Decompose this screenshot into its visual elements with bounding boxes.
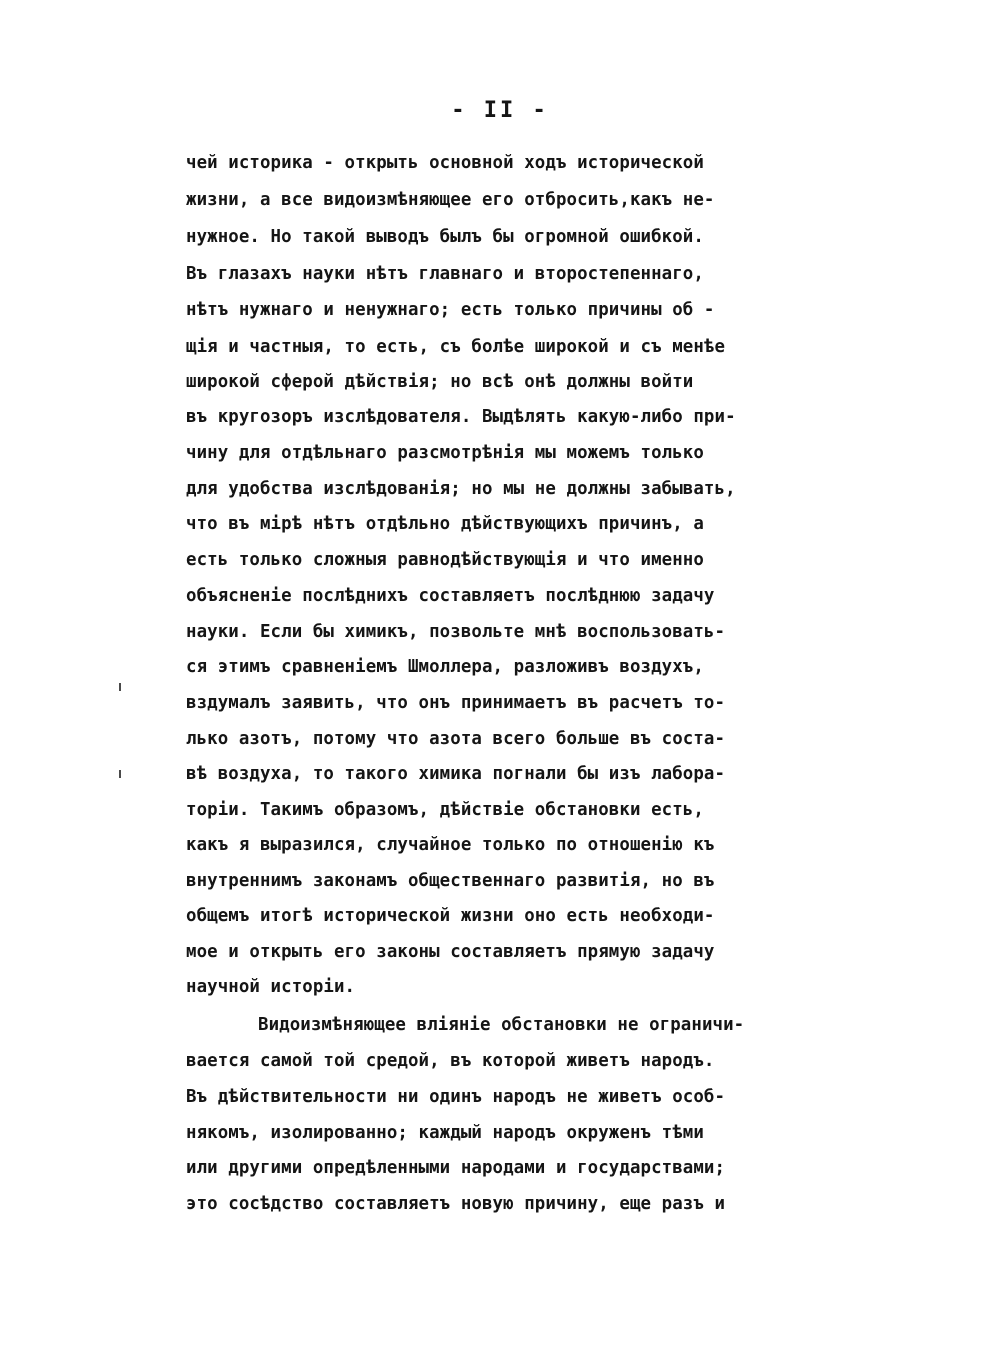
text-line: вѣ воздуха, то такого химика погнали бы изъ лабора- (186, 764, 726, 784)
text-line: ся этимъ сравненіемъ Шмоллера, разложивъ воздухъ, (186, 657, 704, 677)
text-line: щія и частныя, то есть, съ болѣе широкой и съ менѣе (186, 337, 726, 357)
text-line: чину для отдѣльнаго разсмотрѣнія мы можемъ только (186, 443, 704, 463)
text-line: нужное. Но такой выводъ былъ бы огромной ошибкой. (186, 227, 704, 247)
text-line: вается самой той средой, въ которой живетъ народъ. (186, 1051, 715, 1071)
text-line: или другими опредѣленными народами и государствами; (186, 1158, 726, 1178)
margin-speck (119, 683, 121, 691)
text-line: общемъ итогѣ исторической жизни оно есть необходи- (186, 906, 715, 926)
text-line: что въ мірѣ нѣтъ отдѣльно дѣйствующихъ причинъ, а (186, 514, 704, 534)
text-line: для удобства изслѣдованія; но мы не должны забывать, (186, 479, 736, 499)
text-line: научной исторіи. (186, 977, 356, 997)
text-line: мое и открыть его законы составляетъ прямую задачу (186, 942, 715, 962)
text-line: внутреннимъ законамъ общественнаго развитія, но въ (186, 871, 715, 891)
text-line: объясненіе послѣднихъ составляетъ послѣднюю задачу (186, 586, 715, 606)
text-line: торіи. Такимъ образомъ, дѣйствіе обстановки есть, (186, 800, 704, 820)
text-line: какъ я выразился, случайное только по отношенію къ (186, 835, 715, 855)
text-line: чей историка - открыть основной ходъ исторической (186, 153, 704, 173)
paragraph-first-line: Видоизмѣняющее вліяніе обстановки не ограничи- (258, 1015, 745, 1035)
text-line: лько азотъ, потому что азота всего больше въ соста- (186, 729, 726, 749)
text-line: это сосѣдство составляетъ новую причину, еще разъ и (186, 1194, 726, 1214)
text-line: широкой сферой дѣйствія; но всѣ онѣ должны войти (186, 372, 694, 392)
margin-speck (119, 770, 121, 778)
text-line: вздумалъ заявить, что онъ принимаетъ въ расчетъ то- (186, 693, 726, 713)
text-line: есть только сложныя равнодѣйствующія и что именно (186, 550, 704, 570)
text-line: жизни, а все видоизмѣняющее его отбросить,какъ не- (186, 190, 715, 210)
text-line: някомъ, изолированно; каждый народъ окруженъ тѣми (186, 1123, 704, 1143)
page-number: - II - (451, 98, 549, 123)
text-line: Въ дѣйствительности ни одинъ народъ не живетъ особ- (186, 1087, 726, 1107)
text-line: науки. Если бы химикъ, позвольте мнѣ воспользовать- (186, 622, 726, 642)
text-line: Въ глазахъ науки нѣтъ главнаго и второстепеннаго, (186, 264, 704, 284)
text-line: нѣтъ нужнаго и ненужнаго; есть только причины об - (186, 300, 715, 320)
text-line: въ кругозоръ изслѣдователя. Выдѣлять какую-либо при- (186, 407, 736, 427)
